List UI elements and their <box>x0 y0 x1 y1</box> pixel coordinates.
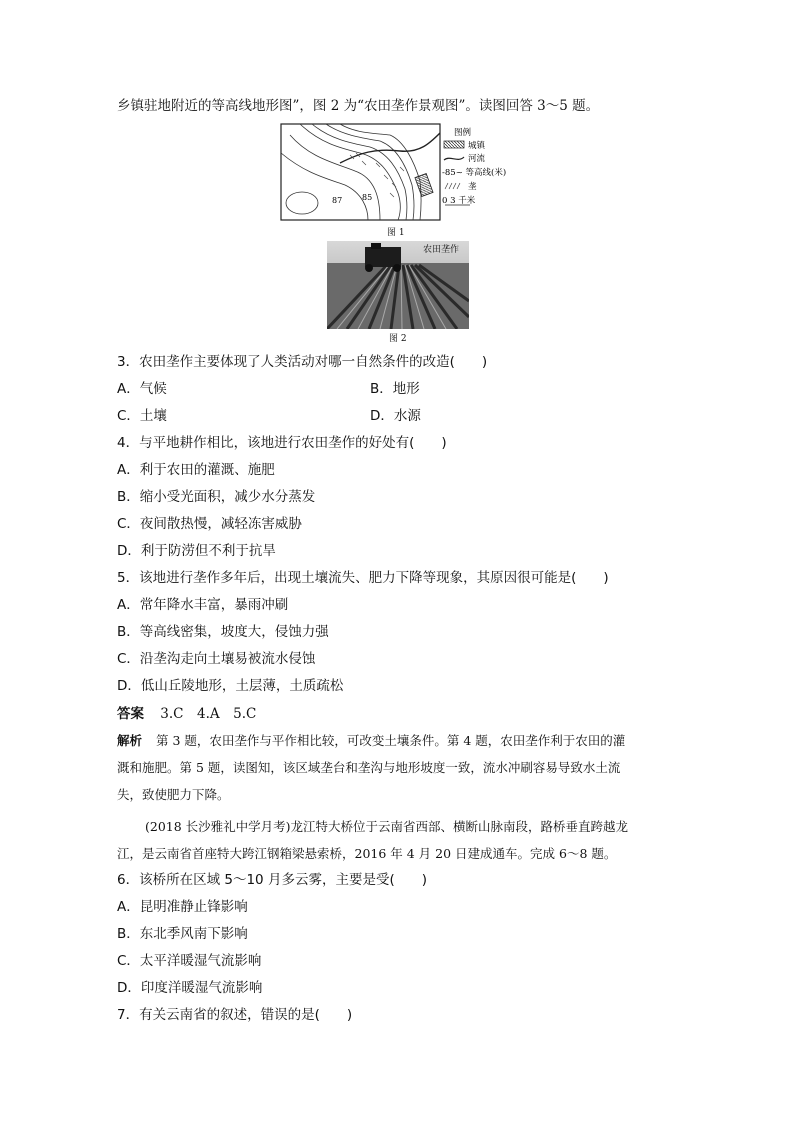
question-3-option-d: D．水源 <box>370 408 421 424</box>
farmland-photo <box>327 241 469 329</box>
question-4-option-a: A．利于农田的灌溉、施肥 <box>117 462 275 478</box>
map-frame <box>281 124 440 220</box>
question-3-option-b: B．地形 <box>370 381 420 397</box>
legend-river-label: 河流 <box>468 154 486 164</box>
question-6-option-b: B．东北季风南下影响 <box>117 926 248 942</box>
question-4-option-b: B．缩小受光面积，减少水分蒸发 <box>117 489 316 505</box>
analysis-line-2: 溉和施肥。第 5 题，读图知，该区域垄台和垄沟与地形坡度一致，流水冲刷容易导致水土流 <box>117 760 621 775</box>
legend-town-label: 城镇 <box>468 141 486 151</box>
figure1-caption: 图 1 <box>387 228 405 238</box>
question-5-stem: 5．该地进行垄作多年后，出现土壤流失、肥力下降等现象，其原因很可能是( ) <box>117 570 609 586</box>
legend-ridge-swatch <box>445 183 460 189</box>
passage-line-1: (2018 长沙雅礼中学月考)龙江特大桥位于云南省西部、横断山脉南段，路桥垂直跨越龙 <box>145 819 629 834</box>
contour-label: 87 <box>332 196 343 205</box>
legend-ridge-label: 垄 <box>468 182 477 192</box>
passage-line-2: 江，是云南省首座特大跨江钢箱梁悬索桥，2016 年 4 月 20 日建成通车。完成 6～8 题。 <box>117 846 617 861</box>
question-4-option-c: C．夜间散热慢，减轻冻害威胁 <box>117 516 302 532</box>
legend-town-swatch <box>444 141 464 148</box>
legend-title: 图例 <box>454 128 472 138</box>
photo-label: 农田垄作 <box>423 245 460 255</box>
legend-river-swatch <box>444 157 464 160</box>
question-3-stem: 3．农田垄作主要体现了人类活动对哪一自然条件的改造( ) <box>117 354 488 370</box>
question-6-stem: 6．该桥所在区域 5～10 月多云雾，主要是受( ) <box>117 872 427 888</box>
analysis-line-3: 失，致使肥力下降。 <box>117 787 230 802</box>
question-7-stem: 7．有关云南省的叙述，错误的是( ) <box>117 1007 353 1023</box>
question-5-option-d: D．低山丘陵地形，土层薄，土质疏松 <box>117 678 344 694</box>
question-3-option-c: C．土壤 <box>117 408 167 424</box>
question-5-option-b: B．等高线密集，坡度大，侵蚀力强 <box>117 624 329 640</box>
answer-text: 3.C 4.A 5.C <box>160 706 257 722</box>
answer-label: 答案 <box>117 706 144 722</box>
question-5-option-a: A．常年降水丰富，暴雨冲刷 <box>117 597 289 613</box>
question-5-option-c: C．沿垄沟走向土壤易被流水侵蚀 <box>117 651 316 667</box>
contour-label: 85 <box>362 193 373 202</box>
intro-text: 乡镇驻地附近的等高线地形图”，图 2 为“农田垄作景观图”。读图回答 3～5 题。 <box>117 98 600 114</box>
question-6-option-d: D．印度洋暖湿气流影响 <box>117 980 263 996</box>
legend-contour-label: -85~ 等高线(米) <box>442 168 507 178</box>
analysis-line-1: 解析 第 3 题，农田垄作与平作相比较，可改变土壤条件。第 4 题，农田垄作利于农田的灌 <box>117 733 626 748</box>
question-4-option-d: D．利于防涝但不利于抗旱 <box>117 543 276 559</box>
figure2-caption: 图 2 <box>389 334 407 344</box>
contour-map-figure <box>280 123 520 223</box>
question-6-option-a: A．昆明准静止锋影响 <box>117 899 248 915</box>
answer-row <box>117 705 256 723</box>
scale-label: 0 3 千米 <box>442 196 476 206</box>
question-6-option-c: C．太平洋暖湿气流影响 <box>117 953 262 969</box>
tractor <box>365 247 401 267</box>
question-3-option-a: A．气候 <box>117 381 167 397</box>
analysis-label: 解析 <box>117 733 143 748</box>
question-4-stem: 4．与平地耕作相比，该地进行农田垄作的好处有( ) <box>117 435 447 451</box>
